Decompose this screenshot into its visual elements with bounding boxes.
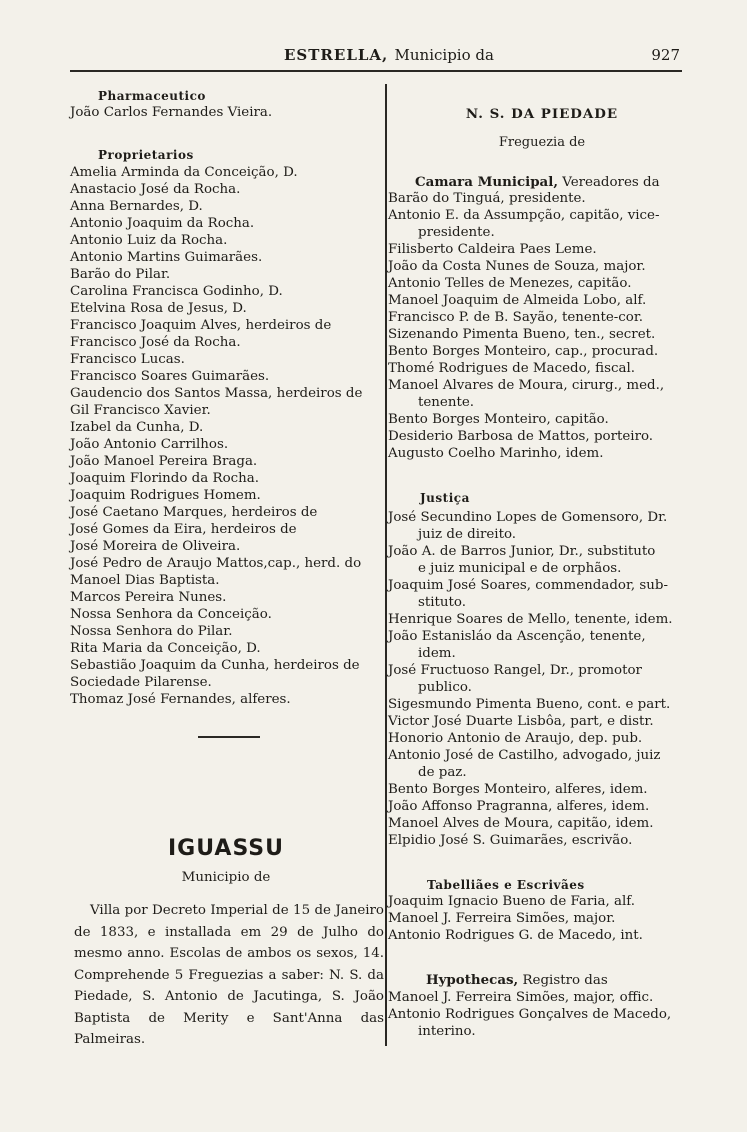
justica-entry: Sigesmundo Pimenta Bueno, cont. e part. — [388, 697, 671, 712]
proprietario-entry: José Moreira de Oliveira. — [70, 539, 241, 554]
justica-entry: João Estanisláo da Ascenção, tenente, — [388, 629, 646, 644]
proprietario-entry: Anna Bernardes, D. — [70, 199, 203, 214]
proprietario-entry: Carolina Francisca Godinho, D. — [70, 284, 283, 299]
justica-entry: de paz. — [418, 765, 467, 780]
proprietario-entry: Joaquim Rodrigues Homem. — [70, 488, 261, 503]
proprietario-entry: Marcos Pereira Nunes. — [70, 590, 227, 605]
proprietario-entry: João Antonio Carrilhos. — [70, 437, 229, 452]
justica-entry: idem. — [418, 646, 456, 661]
iguassu-subtitle: Municipio de — [181, 870, 271, 885]
justica-entry: José Secundino Lopes de Gomensoro, Dr. — [388, 510, 668, 525]
justica-entry: José Fructuoso Rangel, Dr., promotor — [388, 663, 642, 678]
parish-subtitle: Freguezia de — [498, 135, 586, 150]
tabelliao-entry: Joaquim Ignacio Bueno de Faria, alf. — [388, 894, 636, 909]
proprietario-entry: Izabel da Cunha, D. — [70, 420, 204, 435]
proprietario-entry: Amelia Arminda da Conceição, D. — [70, 165, 298, 180]
hypothecas-heading — [426, 972, 608, 989]
proprietario-entry: João Manoel Pereira Braga. — [70, 454, 258, 469]
justica-entry: publico. — [418, 680, 472, 695]
camara-entry: Bento Borges Monteiro, capitão. — [388, 412, 609, 427]
proprietario-entry: José Caetano Marques, herdeiros de — [70, 505, 318, 520]
section-rule — [198, 736, 260, 738]
iguassu-paragraph: Villa por Decreto Imperial de 15 de Janeiro de 1833, e installada em 29 de Julho do mesmo anno. Escolas de ambos os sexos, 14. Comprehende 5 Freguezias a saber: N. S. da Piedade, S. Antonio de Jacutinga, S. João Baptista de Merity e Sant'Anna das Palmeiras. — [74, 903, 384, 1047]
camara-entry: João da Costa Nunes de Souza, major. — [388, 259, 646, 274]
page-number: 927 — [651, 46, 680, 64]
justica-entry: stituto. — [418, 595, 467, 610]
hypotheca-entry: interino. — [418, 1024, 476, 1039]
proprietario-entry: Gil Francisco Xavier. — [70, 403, 211, 418]
proprietario-entry: José Gomes da Eira, herdeiros de — [70, 522, 297, 537]
justica-entry: Antonio José de Castilho, advogado, juiz — [388, 748, 661, 763]
justica-entry: Bento Borges Monteiro, alferes, idem. — [388, 782, 648, 797]
justica-title: Justiça — [420, 491, 470, 505]
camara-entry: Bento Borges Monteiro, cap., procurad. — [388, 344, 659, 359]
justica-entry: Honorio Antonio de Araujo, dep. pub. — [388, 731, 643, 746]
camara-entry: Antonio Telles de Menezes, capitão. — [388, 276, 632, 291]
proprietario-entry: Sebastião Joaquim da Cunha, herdeiros de — [70, 658, 360, 673]
justica-entry: Victor José Duarte Lisbôa, part, e distr. — [388, 714, 654, 729]
camara-entry: Sizenando Pimenta Bueno, ten., secret. — [388, 327, 656, 342]
proprietario-entry: Francisco Lucas. — [70, 352, 185, 367]
justica-entry: João A. de Barros Junior, Dr., substituto — [388, 544, 656, 559]
proprietario-entry: José Pedro de Araujo Mattos,cap., herd. do — [70, 556, 362, 571]
proprietario-entry: Etelvina Rosa de Jesus, D. — [70, 301, 247, 316]
camara-entry: Desiderio Barbosa de Mattos, porteiro. — [388, 429, 654, 444]
proprietario-entry: Nossa Senhora do Pilar. — [70, 624, 233, 639]
hypotheca-entry: Manoel J. Ferreira Simões, major, offic. — [388, 990, 654, 1005]
camara-entry: Manoel Joaquim de Almeida Lobo, alf. — [388, 293, 647, 308]
pharmaceutico-entry: João Carlos Fernandes Vieira. — [70, 105, 273, 120]
parish-title: N. S. DA PIEDADE — [465, 106, 619, 122]
proprietario-entry: Sociedade Pilarense. — [70, 675, 212, 690]
justica-entry: Elpidio José S. Guimarães, escrivão. — [388, 833, 633, 848]
proprietario-entry: Gaudencio dos Santos Massa, herdeiros de — [70, 386, 363, 401]
running-title — [284, 46, 494, 64]
column-divider — [385, 84, 387, 1046]
iguassu-title: IGUASSU — [167, 836, 285, 861]
header-title: ESTRELLA, — [284, 46, 389, 64]
proprietario-entry: Manoel Dias Baptista. — [70, 573, 220, 588]
proprietario-entry: Joaquim Florindo da Rocha. — [70, 471, 259, 486]
justica-entry: juiz de direito. — [418, 527, 517, 542]
camara-entry: Francisco P. de B. Sayão, tenente-cor. — [388, 310, 644, 325]
proprietario-entry: Thomaz José Fernandes, alferes. — [70, 692, 291, 707]
camara-entry: Augusto Coelho Marinho, idem. — [388, 446, 604, 461]
page-header — [70, 44, 682, 72]
justica-entry: João Affonso Pragranna, alferes, idem. — [388, 799, 650, 814]
camara-entry: Manoel Alvares de Moura, cirurg., med., — [388, 378, 665, 393]
camara-entry: Antonio E. da Assumpção, capitão, vice- — [388, 208, 660, 223]
camara-title: Camara Municipal, — [415, 174, 558, 190]
camara-entry: presidente. — [418, 225, 495, 240]
hypotheca-entry: Antonio Rodrigues Gonçalves de Macedo, — [388, 1007, 672, 1022]
proprietario-entry: Anastacio José da Rocha. — [70, 182, 241, 197]
proprietario-entry: Francisco Joaquim Alves, herdeiros de — [70, 318, 332, 333]
proprietario-entry: Francisco José da Rocha. — [70, 335, 241, 350]
camara-entry: tenente. — [418, 395, 475, 410]
justica-entry: e juiz municipal e de orphãos. — [418, 561, 622, 576]
tabelliaes-title: Tabelliães e Escrivães — [427, 878, 585, 892]
header-municipio: Municipio da — [394, 46, 494, 64]
camara-entry: Barão do Tinguá, presidente. — [388, 191, 586, 206]
justica-entry: Joaquim José Soares, commendador, sub- — [388, 578, 668, 593]
justica-entry: Manoel Alves de Moura, capitão, idem. — [388, 816, 654, 831]
proprietario-entry: Nossa Senhora da Conceição. — [70, 607, 272, 622]
proprietario-entry: Antonio Joaquim da Rocha. — [70, 216, 255, 231]
section-title-proprietarios: Proprietarios — [98, 148, 194, 162]
camara-entry: Filisberto Caldeira Paes Leme. — [388, 242, 597, 257]
tabelliao-entry: Antonio Rodrigues G. de Macedo, int. — [388, 928, 643, 943]
justica-entry: Henrique Soares de Mello, tenente, idem. — [388, 612, 673, 627]
camara-entry: Thomé Rodrigues de Macedo, fiscal. — [388, 361, 635, 376]
proprietario-entry: Barão do Pilar. — [70, 267, 171, 282]
proprietario-entry: Antonio Martins Guimarães. — [70, 250, 263, 265]
proprietario-entry: Rita Maria da Conceição, D. — [70, 641, 261, 656]
proprietario-entry: Antonio Luiz da Rocha. — [70, 233, 228, 248]
hypothecas-title: Hypothecas, — [426, 972, 519, 988]
section-title-pharmaceutico: Pharmaceutico — [98, 89, 206, 103]
proprietario-entry: Francisco Soares Guimarães. — [70, 369, 270, 384]
camara-heading — [415, 174, 660, 191]
tabelliao-entry: Manoel J. Ferreira Simões, major. — [388, 911, 616, 926]
hypothecas-rest: Registro das — [522, 973, 608, 988]
camara-rest: Vereadores da — [562, 175, 660, 190]
